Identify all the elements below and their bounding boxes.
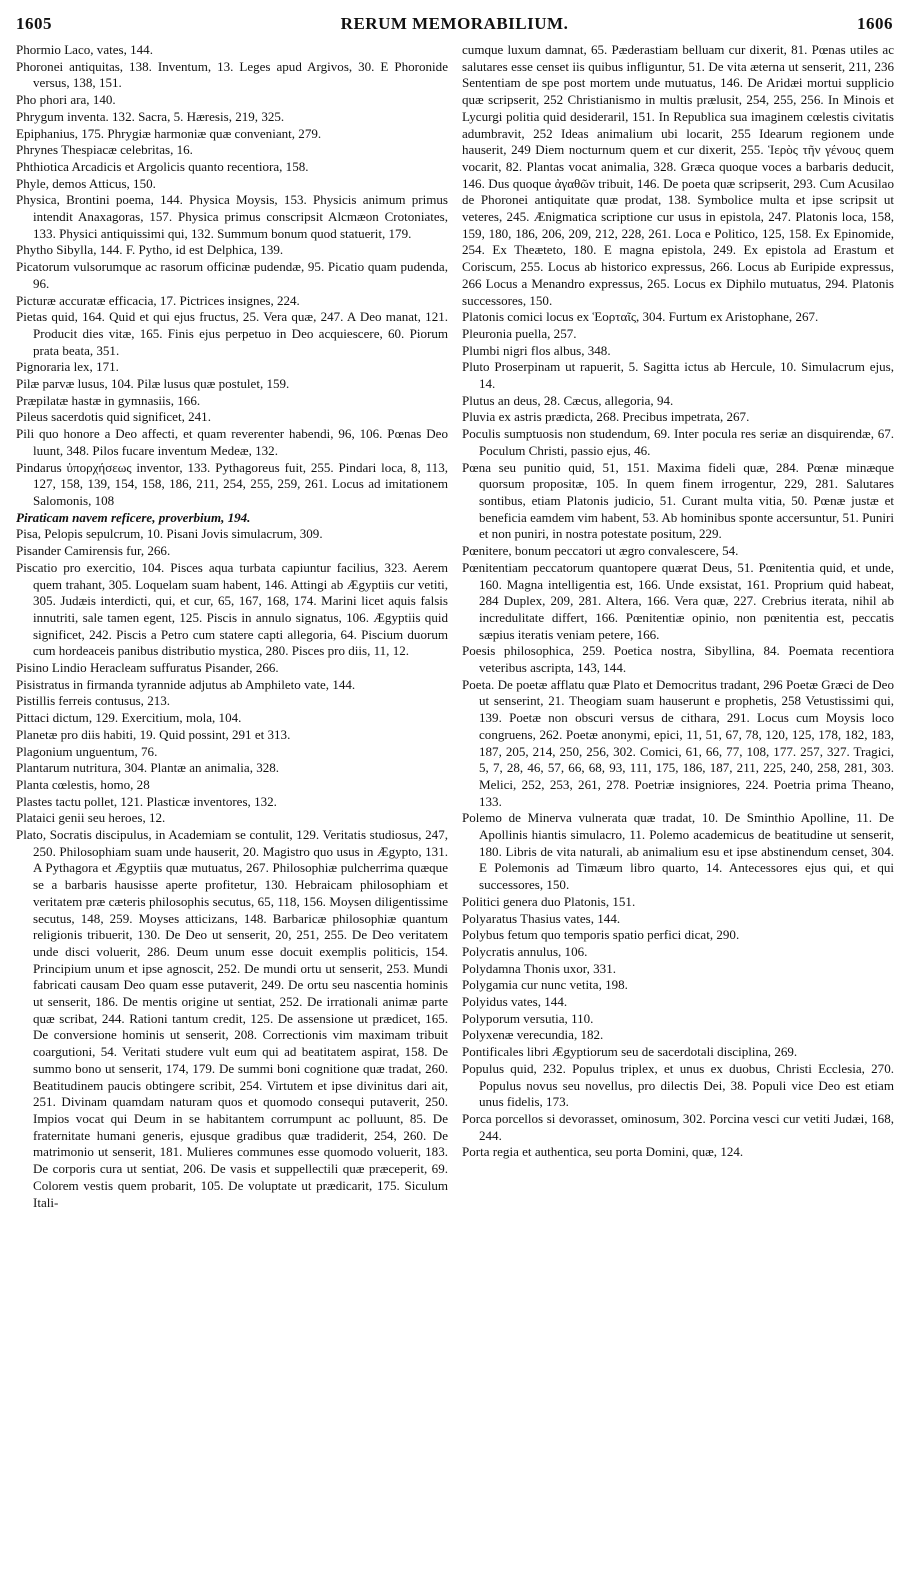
index-entry: Plastes tactu pollet, 121. Plasticæ inventores, 132. — [16, 793, 277, 809]
index-entry: Pluto Proserpinam ut rapuerit, 5. Sagitta ictus ab Hercule, 10. Simulacrum ejus, 14. — [462, 359, 894, 392]
index-entry: Porta regia et authentica, seu porta Domini, quæ, 124. — [462, 1144, 744, 1160]
index-entry: Planetæ pro diis habiti, 19. Quid possint, 291 et 313. — [16, 726, 291, 742]
index-entry: Pilæ parvæ lusus, 104. Pilæ lusus quæ postulet, 159. — [16, 376, 290, 392]
page-number-left: 1605 — [16, 14, 52, 33]
index-entry: Phrygum inventa. 132. Sacra, 5. Hæresis, 219, 325. — [16, 108, 285, 124]
index-entry: Pleuronia puella, 257. — [462, 325, 577, 341]
index-entry: Pho phori ara, 140. — [16, 92, 116, 108]
index-entry: Phormio Laco, vates, 144. — [16, 42, 153, 57]
index-entry: Polyaratus Thasius vates, 144. — [462, 910, 621, 926]
index-entry: Physica, Brontini poema, 144. Physica Moysis, 153. Physicis animum primus intendit Anaxagoras, 157. Physica primus conscripsit Alcmæon Crotoniates, 133. Physici antiquissimi qui, 132. Summum bonum quod statuerit, 179. — [16, 192, 448, 241]
index-entry: Porca porcellos si devorasset, ominosum, 302. Porcina vesci cur vetiti Judæi, 168, 244. — [462, 1111, 894, 1143]
running-title: RERUM MEMORABILIUM. — [340, 14, 569, 33]
index-entry: Plumbi nigri flos albus, 348. — [462, 342, 611, 358]
index-entry: Præpilatæ hastæ in gymnasiis, 166. — [16, 392, 201, 408]
index-entry-proverb: Piraticam navem reficere, proverbium, 194. — [16, 509, 251, 525]
index-entry: Pisino Lindio Heracleam suffuratus Pisander, 266. — [16, 660, 279, 676]
index-entry: Picturæ accuratæ efficacia, 17. Pictrices insignes, 224. — [16, 292, 300, 308]
index-entry: Phytho Sibylla, 144. F. Pytho, id est Delphica, 139. — [16, 242, 284, 258]
index-entry: Pittaci dictum, 129. Exercitium, mola, 104. — [16, 710, 242, 726]
index-entry: Polycratis annulus, 106. — [462, 943, 588, 959]
index-entry: Pontificales libri Ægyptiorum seu de sacerdotali disciplina, 269. — [462, 1044, 798, 1060]
index-entry: Pileus sacerdotis quid significet, 241. — [16, 409, 211, 425]
index-entry: Polygamia cur nunc vetita, 198. — [462, 977, 628, 993]
index-entry: Plataici genii seu heroes, 12. — [16, 810, 166, 826]
page-header — [16, 14, 893, 38]
index-entry: Pili quo honore a Deo affecti, et quam reverenter habendi, 96, 106. Pœnas Deo luunt, 348. Pilos fucare inventum Medeæ, 132. — [16, 426, 448, 458]
index-entry: Pœnitentiam peccatorum quantopere quærat Deus, 51. Pœnitentia quid, et unde, 160. Magna intelligentia est, 166. Unde exsistat, 161. Proprium quid habeat, 284 Duplex, 209, 281. Altera, 166. Vera quæ, 227. Crebrius iterata, nihil ab incredulitate differt, 166. Pœnitentiæ opinio, non pœnitentia est, peccatis sæpius iteratis veniam petere, 166. — [462, 559, 894, 642]
index-entry: Polemo de Minerva vulnerata quæ tradat, 10. De Sminthio Apolline, 11. De Apollinis hiantis simulacro, 11. Polemo academicus de beatitudine ut senserit, 180. Libris de vita naturali, ab animalium esu et ipse abstinendum censet, 304. E Polemonis ad Timæum libro quarto, 14. Antecessores ejus qui, et qui successores, 150. — [462, 810, 894, 893]
index-entry: Plagonium unguentum, 76. — [16, 743, 158, 759]
index-entry: Politici genera duo Platonis, 151. — [462, 893, 636, 909]
index-entry: Pisistratus in firmanda tyrannide adjutus ab Amphileto vate, 144. — [16, 676, 356, 692]
index-entry: Poculis sumptuosis non studendum, 69. Inter pocula res seriæ an disquirendæ, 67. Poculum Christi, passio ejus, 46. — [462, 426, 894, 458]
index-entry: Polybus fetum quo temporis spatio perfici dicat, 290. — [462, 927, 740, 943]
index-entry: Poesis philosophica, 259. Poetica nostra, Sibyllina, 84. Poemata recentiora veteribus ascripta, 143, 144. — [462, 643, 894, 676]
index-entry: Piscatio pro exercitio, 104. Pisces aqua turbata capiuntur facilius, 323. Aerem quem trahant, 305. Loquelam suam habent, 146. Attingi ab Ægyptiis cur vetiti, 305. Judæis interdicti, qui, et cur, 65, 167, 168, 174. Marini licet aquis falsis innutriti, sale tamen egent, 125. Piscis in annulo signatus, 106. Ægyptiis quid significet, 242. Piscis a Petro cum statere capti allegoria, 64. Piscium duorum cum hordeaceis panibus distributio mystica, 280. Pisces pro diis, 11, 12. — [16, 559, 448, 659]
index-entry: Pietas quid, 164. Quid et qui ejus fructus, 25. Vera quæ, 247. A Deo manat, 121. Producit dies vitæ, 165. Finis ejus perpetuo in Deo acquiescere, 60. Piorum prata beata, 351. — [16, 309, 448, 358]
right-column — [462, 42, 894, 1582]
index-entry-continued: cumque luxum damnat, 65. Pæderastiam belluam cur dixerit, 81. Pœnas utiles ac salutares esse censet iis quibus infliguntur, 51. De vita æterna ut senserit, 211, 236 Sententiam de spe post mortem unde mutuatus, 146. De Aridæi mortui supplicio quæ scripserit, 252 Christianismo in multis prælusit, 254, 255, 256. In Minois et Lycurgi politia quid desideraril, 151. In Republica sua imaginem cœlestis civitatis adumbravit, 252 Ideas animalium ubi locarit, 255 Idearum regionem unde hauserit, 249 Diem nocturnum quem et cur dixerit, 255. Ἱερὸς τῆν γένους quem vocarit, 82. Plantas vocat animalia, 328. Græca quoque voces a barbaris deducit, 146. Dus quoque ἀγαθῶν tribuit, 146. De poeta quæ scripserit, 293. Cum Acusilao de Phoronei antiquitate quæ prodat, 138. Symbolice multa et ipse scripsit ut veteres, 245. Ænigmatica scriptione cur usus in epistola, 247. Platonis loca, 158, 159, 180, 186, 206, 209, 212, 228, 261. Loca e Politico, 125, 158. Ex Epinomide, 254. Ex Theæteto, 180. E magna epistola, 249. Ex epistola ad Erastum et Coriscum, 255. Locus ab historico expressus, 266. Locus ab Euripide expressus, 266 Locus a Menandro expressus, 265. Locus ex Diphilo mutuatus, 294. Platonis successores, 150. — [462, 42, 894, 308]
index-entry: Pisander Camirensis fur, 266. — [16, 543, 171, 559]
index-entry: Pluvia ex astris prædicta, 268. Precibus impetrata, 267. — [462, 409, 750, 425]
index-entry: Platonis comici locus ex Ἑορταῖς, 304. Furtum ex Aristophane, 267. — [462, 309, 819, 325]
index-entry: Poeta. De poetæ afflatu quæ Plato et Democritus tradant, 296 Poetæ Græci de Deo ut senserint, 21. Theogiam suam hauserunt e prophetis, 258 Vetustissimi qui, 139. Poetæ non obscuri versus de cithara, 291. Locus cum Moysis loco congruens, 262. Poetæ anonymi, epici, 11, 51, 67, 78, 120, 125, 178, 182, 183, 187, 205, 214, 250, 256, 302. Comici, 61, 66, 77, 108, 177. 257, 327. Tragici, 5, 7, 28, 46, 57, 66, 68, 93, 111, 175, 186, 187, 211, 225, 240, 258, 281, 303. Melici, 252, 253, 261, 278. Poetriæ insigniores, 224. Poetria prima Theano, 133. — [462, 676, 894, 809]
index-entry: Polyxenæ verecundia, 182. — [462, 1027, 604, 1043]
page-number-right: 1606 — [857, 14, 893, 33]
index-entry: Polyporum versutia, 110. — [462, 1010, 594, 1026]
index-entry: Pistillis ferreis contusus, 213. — [16, 693, 171, 709]
index-entry: Picatorum vulsorumque ac rasorum officinæ pudendæ, 95. Picatio quam pudenda, 96. — [16, 259, 448, 291]
index-entry: Phrynes Thespiacæ celebritas, 16. — [16, 142, 193, 158]
index-entry: Populus quid, 232. Populus triplex, et unus ex duobus, Christi Ecclesia, 270. Populus novus seu novellus, pro dilectis Dei, 38. Populi vice Deo est etiam unus fidelis, 173. — [462, 1060, 894, 1110]
index-entry: Phoronei antiquitas, 138. Inventum, 13. Leges apud Argivos, 30. E Phoronide versus, 138, 151. — [16, 58, 448, 91]
index-entry: Pindarus ὑπορχήσεως inventor, 133. Pythagoreus fuit, 255. Pindari loca, 8, 113, 127, 158, 139, 154, 158, 186, 211, 254, 255, 259, 261. Locus ad imitationem Salomonis, 108 — [16, 459, 448, 508]
index-entry: Pisa, Pelopis sepulcrum, 10. Pisani Jovis simulacrum, 309. — [16, 526, 323, 542]
index-entry: Plantarum nutritura, 304. Plantæ an animalia, 328. — [16, 760, 280, 776]
index-entry: Planta cœlestis, homo, 28 — [16, 776, 150, 792]
index-entry: Pœna seu punitio quid, 51, 151. Maxima fideli quæ, 284. Pœnæ minæque quorsum propositæ, 105. In quem finem irrogentur, 229, 281. Salutares sontibus, etiam Platonis judicio, 51. Curant multa vitia, 50. Pœnæ justæ et beneficia eamdem vim habent, 53. Ab hominibus sponte accersuntur, 51. Puniri et non puniri, in nostra potestate positum, 229. — [462, 459, 894, 542]
index-entry: Polyidus vates, 144. — [462, 994, 568, 1010]
index-entry: Pignoraria lex, 171. — [16, 359, 119, 375]
index-entry: Phthiotica Arcadicis et Argolicis quanto recentiora, 158. — [16, 158, 309, 174]
index-entry: Polydamna Thonis uxor, 331. — [462, 960, 616, 976]
index-entry: Phyle, demos Atticus, 150. — [16, 175, 156, 191]
index-entry: Plato, Socratis discipulus, in Academiam se contulit, 129. Veritatis studiosus, 247, 250. Philosophiam suam unde hauserit, 20. Magistro quo usus in Ægypto, 131. A Pythagora et Ægyptiis quæ mutuatus, 267. Philosophiæ pulcherrima quæque se a barbaris hausisse aperte profitetur, 130. Hebraicam philosophiam et veritatem præ cæteris philosophis secutus, 65, 118, 156. Moysen diligentissime secutus, 148, 259. Moyses atticizans, 148. Barbaricæ philosophiæ quantum religionis tribuerit, 130. De Deo ut senserit, 20, 251, 255. De Deo veritatem unde disci voluerit, 286. Deum unum esse docuit exemplis politicis, 154. Principium unum et ipse agnoscit, 252. De mundi ortu ut senserit, 253. Mundi fabricati causam Deo quam esse putaverit, 249. De ortu seu nascentia hominis ut senserit, 186. De mentis origine ut sentiat, 252. De irrationali animæ parte quæ scribat, 244. Rationi tantum credit, 125. De assensione ut prædicet, 165. De conversione hominis ut senserit, 208. Correctionis vim maximam tribuit coargutioni, 54. Veritati studere vult eum qui ad beatitatem aspirat, 158. De summo bono ut senserit, 174, 179. De summi boni cognitione quæ tradat, 260. Beatitudinem paucis obtingere scribit, 254. Virtutem et ipse divinitus dari ait, 251. Divinam quamdam naturam quos et quomodo consequi putaverit, 250. Impios vocat qui Deum in se habitantem corrumpunt ac polluunt, 85. De fraternitate humani generis, ejusque gradibus quæ tradiderit, 254, 260. De matrimonio ut senserit, 181. Mulieres communes esse quomodo voluerit, 183. De corporis cura ut sentiat, 206. De vasis et suppellectili quæ præceperit, 69. Colorem vestis quem probarit, 105. De voluptate ut prædicarit, 175. Siculum Itali- — [16, 827, 448, 1210]
index-entry: Plutus an deus, 28. Cæcus, allegoria, 94. — [462, 392, 674, 408]
left-column — [16, 42, 448, 1582]
index-entry: Epiphanius, 175. Phrygiæ harmoniæ quæ conveniant, 279. — [16, 125, 322, 141]
index-entry: Pœnitere, bonum peccatori ut ægro convalescere, 54. — [462, 543, 739, 559]
